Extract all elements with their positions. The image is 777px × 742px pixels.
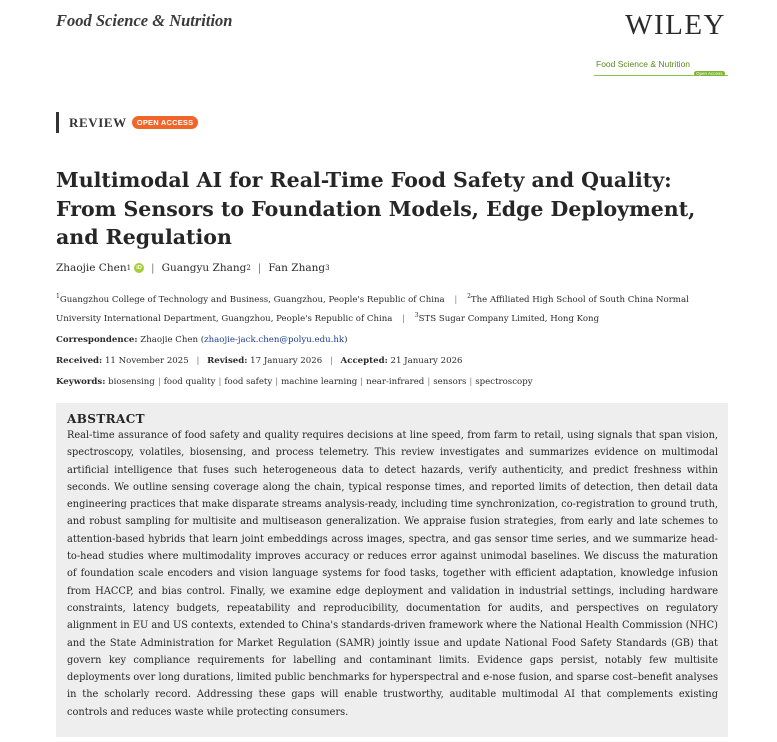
journal-logo-badge: Open Access [696,71,723,76]
affiliation-separator: | [454,294,458,305]
orcid-icon[interactable]: iD [134,263,144,273]
open-access-badge: OPEN ACCESS [132,116,199,129]
received-label: Received: [56,356,103,366]
author-list [56,262,330,274]
received-date: 11 November 2025 [104,356,189,366]
author-separator: | [151,262,155,274]
abstract-body: Real-time assurance of food safety and quality requires decisions at line speed, from farm to retail, using signals that span vision, spectroscopy, volatiles, biosensing, and process telemetry. This review investigates and summarizes evidence on multimodal artificial intelligence that fuses such heterogeneous data to detect hazards, verify authenticity, and predict freshness within seconds. We outline sensing coverage along the chain, typical response times, and reported limits of detection, then detail data engineering practices that make disparate streams analysis-ready, including time synchronization, co-registration to ground truth, and robust sampling for multisite and multiseason generalization. We appraise fusion strategies, from early and late schemes to attention-based hybrids that learn joint embeddings across images, spectra, and gas sensor time series, and we summarize head-to-head studies where multimodality improves accuracy or reduces error against unimodal baselines. We discuss the maturation of foundation scale encoders and vision language systems for food tasks, together with efficient adaptation, knowledge infusion from HACCP, and bias control. Finally, we examine edge deployment and validation in industrial settings, including hardware constraints, latency budgets, repeatability and reproducibility, documentation for audits, and perspectives on regulatory alignment in EU and US contexts, extended to China's standards-driven framework where the National Health Commission (NHC) and the State Administration for Market Regulation (SAMR) jointly issue and update National Food Safety Standards (GB) that govern key compliance requirements for labelling and contaminant limits. Evidence gaps persist, notably few multisite deployments over long durations, limited public benchmarks for hyperspectral and e-nose fusion, and sparse cost–benefit analyses in the scholarly record. Addressing these gaps will enable trustworthy, auditable multimodal AI that complements existing controls and reduces waste while protecting consumers. [67,430,718,718]
date-separator: | [196,356,200,366]
keywords: Keywords: biosensing | food quality | food safety | machine learning | near-infrared | sensors | spectroscopy [56,377,533,387]
correspondence-email-link[interactable]: zhaojie-jack.chen@polyu.edu.hk [204,335,345,345]
publisher-logo: WILEY [625,9,726,41]
keyword[interactable]: near-infrared [366,377,425,387]
author-affil-sup: 3 [325,264,330,272]
affiliation-sup: 3 [414,311,419,319]
author-name[interactable]: Guangyu Zhang [161,262,247,274]
keyword[interactable]: machine learning [281,377,358,387]
keyword[interactable]: food safety [224,377,273,387]
article-title: Multimodal AI for Real-Time Food Safety and Quality: From Sensors to Foundation Models, Edge Deployment, and Regulation [56,168,696,249]
article-type-bar [56,112,59,133]
keyword[interactable]: spectroscopy [475,377,533,387]
correspondence-name: Zhaojie Chen [140,335,199,345]
author-affil-sup: 1 [126,264,132,272]
affiliation-sup: 2 [467,293,471,300]
affiliation-text: STS Sugar Company Limited, Hong Kong [418,313,600,324]
journal-logo-text: Food Science & Nutrition [596,59,691,69]
affiliation-text: The Affiliated High School of South China Normal University International Department, Guangzhou, People's Republic of China [56,294,689,324]
revised-label: Revised: [207,356,248,366]
article-type-label: REVIEW [69,114,127,130]
article-type [56,112,198,133]
journal-logo [594,59,730,79]
keyword[interactable]: biosensing [108,377,155,387]
affiliation-separator: | [402,313,406,324]
abstract-section [56,403,728,737]
keyword[interactable]: sensors [433,377,467,387]
affiliation-text: Guangzhou College of Technology and Business, Guangzhou, People's Republic of China [59,294,445,305]
revised-date: 17 January 2026 [250,356,323,366]
accepted-date: 21 January 2026 [390,356,463,366]
author-affil-sup: 2 [246,264,251,272]
affiliations [56,289,736,327]
author-name[interactable]: Fan Zhang [268,262,326,274]
correspondence: Correspondence: Zhaojie Chen (zhaojie-jack.chen@polyu.edu.hk) [56,335,348,345]
accepted-label: Accepted: [340,356,388,366]
keywords-label: Keywords: [56,377,106,387]
article-dates [56,356,463,366]
author-separator: | [257,262,262,274]
date-separator: | [329,356,333,366]
abstract-heading: ABSTRACT [67,412,146,426]
journal-name: Food Science & Nutrition [56,11,233,30]
correspondence-label: Correspondence: [56,335,138,345]
author-name[interactable]: Zhaojie Chen [56,262,127,274]
affiliation-sup: 1 [56,293,60,300]
keyword[interactable]: food quality [163,377,216,387]
